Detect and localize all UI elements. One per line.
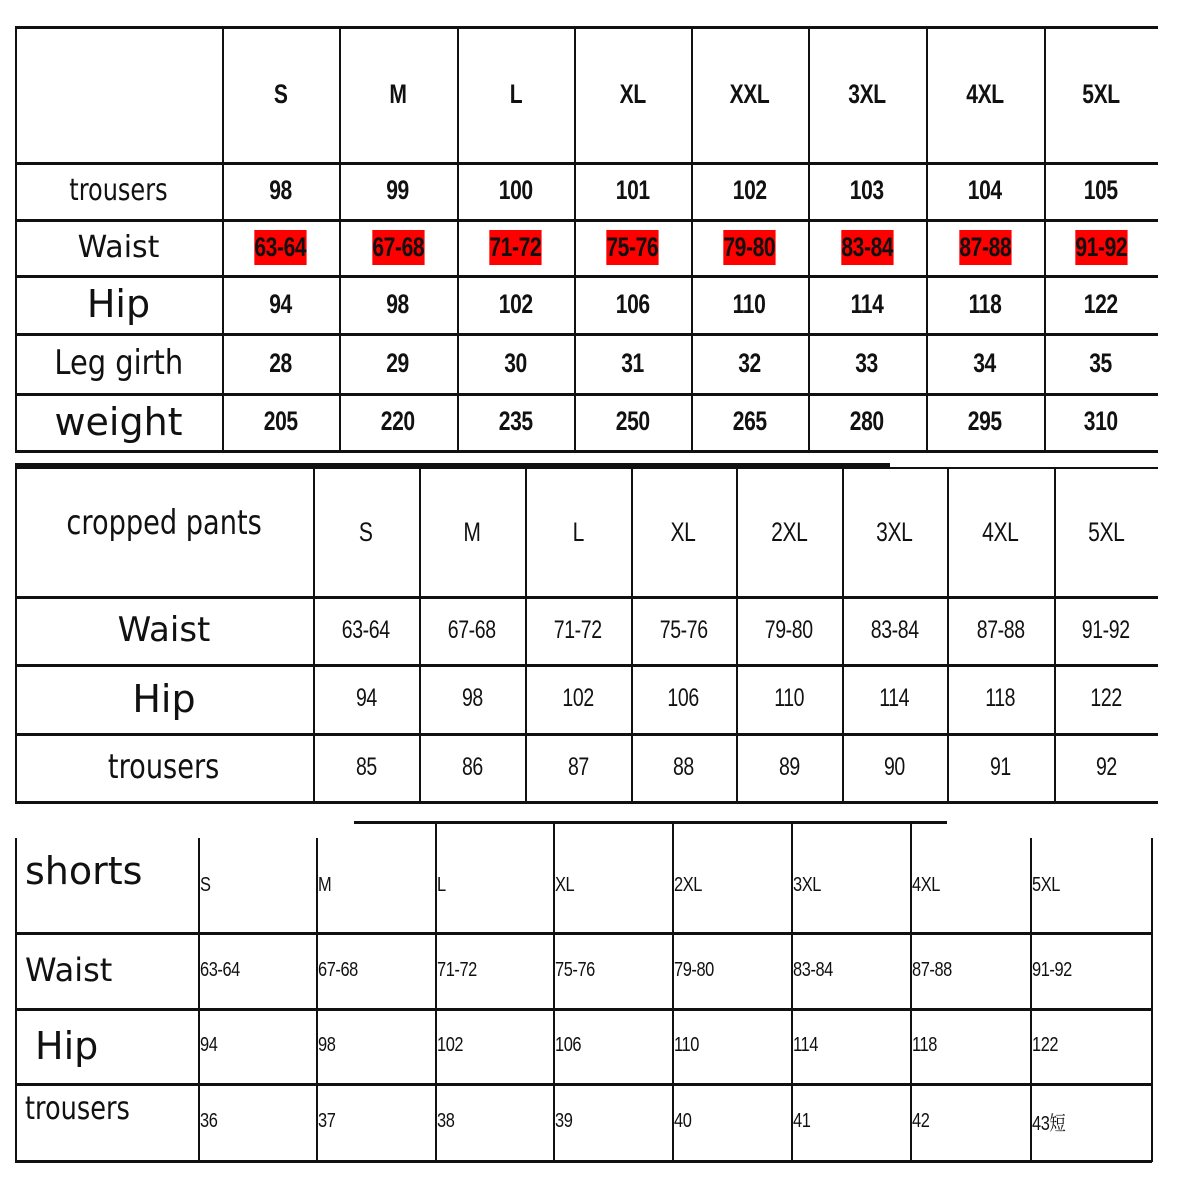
value-cell xyxy=(419,596,525,664)
row-label-cell xyxy=(15,219,222,275)
value-cell xyxy=(674,1083,791,1160)
table3-col-line xyxy=(791,822,793,1162)
highlighted-value: 79-80 xyxy=(724,230,776,265)
value-cell xyxy=(222,393,339,450)
value: 75-76 xyxy=(555,958,595,981)
table2-row-line xyxy=(15,733,1158,736)
value-cell xyxy=(1032,1008,1151,1083)
section-divider xyxy=(354,821,947,824)
table3-row-line xyxy=(15,1083,1152,1086)
value-cell xyxy=(339,393,457,450)
value-cell xyxy=(947,596,1054,664)
value: 118 xyxy=(968,288,1002,319)
value: 63-64 xyxy=(342,615,390,644)
value-cell xyxy=(457,333,574,393)
size-header xyxy=(947,468,1054,596)
size-header-label: 3XL xyxy=(793,873,821,896)
size-header xyxy=(1054,468,1158,596)
value-cell xyxy=(1054,664,1158,733)
highlighted-value: 67-68 xyxy=(372,230,424,265)
highlighted-value: 91-92 xyxy=(1075,230,1127,265)
value-cell xyxy=(1044,162,1158,219)
row-label-cell xyxy=(25,1083,198,1160)
value: 94 xyxy=(355,684,377,712)
value-cell xyxy=(555,932,672,1008)
size-header xyxy=(1032,838,1151,932)
size-header-label: L xyxy=(572,516,584,547)
row-label-cell xyxy=(15,596,313,664)
value: 71-72 xyxy=(437,958,477,981)
value: 32 xyxy=(738,347,761,378)
row-label-cell xyxy=(15,275,222,333)
value: 39 xyxy=(555,1110,573,1132)
table3-row-line xyxy=(15,1160,1152,1163)
table-title: cropped pants xyxy=(66,503,262,543)
size-header xyxy=(313,468,419,596)
size-header-label: 3XL xyxy=(876,516,913,547)
value: 102 xyxy=(562,684,594,712)
value: 37 xyxy=(318,1110,336,1132)
table1-col-line xyxy=(339,26,341,452)
value-cell xyxy=(339,219,457,275)
size-header xyxy=(842,468,947,596)
value-cell xyxy=(1044,219,1158,275)
row-label-cell xyxy=(25,932,198,1008)
value: 114 xyxy=(879,684,910,712)
value: 98 xyxy=(461,684,483,712)
value: 92 xyxy=(1095,752,1117,781)
value-cell xyxy=(318,1008,435,1083)
size-header xyxy=(318,838,435,932)
highlighted-value: 71-72 xyxy=(490,230,542,265)
size-header xyxy=(912,838,1030,932)
value-cell xyxy=(912,1008,1030,1083)
size-header xyxy=(808,26,926,162)
value: 87 xyxy=(567,752,589,781)
size-header xyxy=(437,838,553,932)
value-cell xyxy=(313,664,419,733)
table2-row-line xyxy=(15,664,1158,667)
table1-row-line xyxy=(15,275,1158,278)
table1-row-line xyxy=(15,393,1158,396)
value-cell xyxy=(926,393,1044,450)
value: 42 xyxy=(912,1110,930,1132)
value-cell xyxy=(691,393,808,450)
value: 91-92 xyxy=(1082,615,1130,644)
table2-row-line xyxy=(15,596,1158,599)
table1-row-line xyxy=(15,219,1158,222)
value-cell xyxy=(691,162,808,219)
row-label: Hip xyxy=(35,1023,99,1068)
size-header-label: XXL xyxy=(729,78,770,109)
size-header-label: 4XL xyxy=(966,78,1004,109)
value-cell xyxy=(808,219,926,275)
value-cell xyxy=(691,219,808,275)
value-cell xyxy=(808,333,926,393)
size-header xyxy=(631,468,736,596)
value-cell xyxy=(842,733,947,801)
size-header-label: M xyxy=(389,78,407,109)
value-cell xyxy=(437,1083,553,1160)
value: 101 xyxy=(615,175,650,205)
value-cell xyxy=(574,333,691,393)
size-header-label: L xyxy=(437,873,446,896)
size-header-label: 4XL xyxy=(982,516,1019,547)
value-cell xyxy=(912,932,1030,1008)
value: 94 xyxy=(200,1034,218,1056)
table1-row-line xyxy=(15,162,1158,165)
value: 98 xyxy=(269,175,292,205)
value: 34 xyxy=(973,347,997,378)
value: 220 xyxy=(381,406,415,436)
size-header xyxy=(674,838,791,932)
value-cell xyxy=(457,275,574,333)
value-cell xyxy=(318,932,435,1008)
table2-col-line xyxy=(525,468,527,803)
highlighted-value: 75-76 xyxy=(607,230,659,265)
size-header xyxy=(691,26,808,162)
value-cell xyxy=(437,932,553,1008)
value-cell xyxy=(313,733,419,801)
highlighted-value: 63-64 xyxy=(255,230,307,265)
table2-col-line xyxy=(419,468,421,803)
value: 91-92 xyxy=(1032,958,1072,981)
size-header-label: S xyxy=(200,873,211,896)
value-cell xyxy=(912,1083,1030,1160)
value-cell xyxy=(1054,733,1158,801)
value-cell xyxy=(1044,333,1158,393)
value: 85 xyxy=(355,752,377,781)
value: 118 xyxy=(912,1034,937,1056)
value-cell xyxy=(1054,596,1158,664)
value: 110 xyxy=(674,1034,699,1056)
value: 102 xyxy=(437,1034,464,1056)
table3-col-line xyxy=(910,822,912,1162)
highlighted-value: 83-84 xyxy=(841,230,893,265)
value: 67-68 xyxy=(318,958,358,981)
row-label-cell xyxy=(15,393,222,450)
value-cell xyxy=(574,275,691,333)
value-cell xyxy=(1044,393,1158,450)
value-cell xyxy=(631,596,736,664)
value: 295 xyxy=(968,406,1002,436)
size-header xyxy=(339,26,457,162)
value: 105 xyxy=(1084,175,1118,205)
table3-col-line xyxy=(15,838,17,1162)
value-cell xyxy=(947,733,1054,801)
size-header xyxy=(457,26,574,162)
value-cell xyxy=(674,1008,791,1083)
table1-col-line xyxy=(457,26,459,452)
value-cell xyxy=(926,219,1044,275)
value: 106 xyxy=(667,684,700,712)
value-cell xyxy=(674,932,791,1008)
row-label: Waist xyxy=(77,229,160,265)
value-cell xyxy=(926,162,1044,219)
value: 100 xyxy=(498,175,533,205)
value-cell xyxy=(631,733,736,801)
value: 90 xyxy=(884,752,905,781)
table3-row-line xyxy=(15,932,1152,935)
table3-col-line xyxy=(553,822,555,1162)
row-label-cell xyxy=(15,162,222,219)
size-header-label: 2XL xyxy=(770,516,808,547)
value: 106 xyxy=(555,1034,582,1056)
table2-col-line xyxy=(15,468,17,803)
row-label: trousers xyxy=(69,173,168,208)
size-header xyxy=(222,26,339,162)
value: 75-76 xyxy=(659,615,708,644)
value-cell xyxy=(1032,932,1151,1008)
table2-col-line xyxy=(736,468,738,803)
value-cell xyxy=(200,932,316,1008)
row-label: trousers xyxy=(108,747,220,787)
table2-col-line xyxy=(842,468,844,803)
value: 235 xyxy=(498,406,533,436)
value-cell xyxy=(574,393,691,450)
value-cell xyxy=(457,219,574,275)
row-label: Hip xyxy=(132,676,196,721)
size-header-label: M xyxy=(318,873,332,896)
table3-col-line xyxy=(435,822,437,1162)
table3-row-line xyxy=(15,1008,1152,1011)
value-cell xyxy=(525,733,631,801)
value: 35 xyxy=(1089,347,1113,378)
value: 83-84 xyxy=(793,958,833,981)
table1-col-line xyxy=(926,26,928,452)
value: 114 xyxy=(793,1034,818,1056)
size-header-label: L xyxy=(509,78,522,109)
size-header-label: 5XL xyxy=(1087,516,1125,547)
value-cell xyxy=(222,219,339,275)
size-header-label: S xyxy=(359,516,373,547)
value-cell xyxy=(574,162,691,219)
table1-col-line xyxy=(15,26,17,452)
size-header xyxy=(574,26,691,162)
value: 110 xyxy=(774,684,804,712)
highlighted-value: 87-88 xyxy=(959,230,1011,265)
value-cell xyxy=(793,1083,910,1160)
value: 98 xyxy=(386,288,410,319)
value: 30 xyxy=(504,347,527,378)
table1-col-line xyxy=(808,26,810,452)
size-header xyxy=(1044,26,1158,162)
value-cell xyxy=(1032,1083,1151,1160)
value-cell xyxy=(793,932,910,1008)
value-cell xyxy=(525,664,631,733)
value: 103 xyxy=(850,175,884,205)
size-header-label: XL xyxy=(555,873,575,896)
row-label: Hip xyxy=(86,282,151,326)
size-header-label: 5XL xyxy=(1082,78,1120,109)
value-cell xyxy=(736,596,842,664)
table2-col-line xyxy=(947,468,949,803)
value-cell xyxy=(318,1083,435,1160)
row-label-cell xyxy=(15,333,222,393)
value: 36 xyxy=(200,1110,218,1132)
value: 43短 xyxy=(1032,1113,1066,1135)
value-cell xyxy=(631,664,736,733)
value-cell xyxy=(200,1008,316,1083)
value-cell xyxy=(736,733,842,801)
size-header-label: XL xyxy=(619,78,646,109)
value-cell xyxy=(339,162,457,219)
value-cell xyxy=(691,275,808,333)
size-header-label: M xyxy=(463,516,481,547)
size-header-label: S xyxy=(273,78,288,109)
value: 118 xyxy=(985,684,1016,712)
table3-col-line xyxy=(198,838,200,1162)
value: 94 xyxy=(269,288,292,319)
value-cell xyxy=(736,664,842,733)
value: 29 xyxy=(386,347,410,378)
value: 67-68 xyxy=(448,615,496,644)
value: 71-72 xyxy=(554,615,602,644)
value-cell xyxy=(926,333,1044,393)
value-cell xyxy=(691,333,808,393)
table3-col-line xyxy=(1030,838,1032,1162)
table1-col-line xyxy=(1044,26,1046,452)
value: 87-88 xyxy=(976,615,1025,644)
value: 110 xyxy=(733,288,766,319)
value: 122 xyxy=(1032,1034,1059,1056)
value: 83-84 xyxy=(870,615,919,644)
value-cell xyxy=(842,596,947,664)
table3-col-line xyxy=(672,822,674,1162)
value: 205 xyxy=(263,406,298,436)
value-cell xyxy=(842,664,947,733)
table-title: shorts xyxy=(25,849,143,893)
table1-row-line xyxy=(15,333,1158,336)
table2-row-line xyxy=(15,801,1158,804)
value: 280 xyxy=(850,406,884,436)
row-label: Waist xyxy=(117,610,211,650)
value-cell xyxy=(222,333,339,393)
value-cell xyxy=(457,162,574,219)
table1-row-line xyxy=(15,26,1158,29)
value: 33 xyxy=(855,347,879,378)
value: 63-64 xyxy=(200,958,240,981)
value: 40 xyxy=(674,1110,692,1132)
value-cell xyxy=(555,1083,672,1160)
value: 122 xyxy=(1084,288,1118,319)
value: 41 xyxy=(793,1110,811,1132)
value: 122 xyxy=(1090,684,1122,712)
row-label: trousers xyxy=(25,1089,130,1127)
size-header-label: 2XL xyxy=(674,873,702,896)
value: 104 xyxy=(968,175,1002,205)
table2-col-line xyxy=(1054,468,1056,803)
value: 250 xyxy=(615,406,650,436)
value: 99 xyxy=(386,175,410,205)
table-title-cell xyxy=(15,468,313,578)
value: 79-80 xyxy=(765,615,813,644)
value: 31 xyxy=(621,347,644,378)
value: 88 xyxy=(673,752,694,781)
value: 265 xyxy=(732,406,767,436)
table1-col-line xyxy=(574,26,576,452)
value-cell xyxy=(525,596,631,664)
size-header xyxy=(736,468,842,596)
table3-col-line xyxy=(316,838,318,1162)
table2-col-line xyxy=(631,468,633,803)
size-header xyxy=(525,468,631,596)
row-label: Leg girth xyxy=(54,343,183,383)
value: 98 xyxy=(318,1034,336,1056)
value-cell xyxy=(947,664,1054,733)
value-cell xyxy=(437,1008,553,1083)
value: 86 xyxy=(461,752,483,781)
size-header-label: 3XL xyxy=(848,78,886,109)
size-header xyxy=(419,468,525,596)
value: 102 xyxy=(732,175,767,205)
value-cell xyxy=(1044,275,1158,333)
value-cell xyxy=(339,275,457,333)
value: 106 xyxy=(615,288,650,319)
table1-col-line xyxy=(691,26,693,452)
table3-col-line xyxy=(1151,838,1153,1162)
value-cell xyxy=(222,275,339,333)
row-label-cell xyxy=(15,733,313,801)
value: 87-88 xyxy=(912,958,952,981)
table1-col-line xyxy=(222,26,224,452)
value: 91 xyxy=(990,752,1011,781)
size-header-label: 4XL xyxy=(912,873,940,896)
value-cell xyxy=(419,733,525,801)
value-cell xyxy=(222,162,339,219)
value-cell xyxy=(808,275,926,333)
value-cell xyxy=(793,1008,910,1083)
value-cell xyxy=(808,393,926,450)
row-label-cell xyxy=(15,664,313,733)
value-cell xyxy=(419,664,525,733)
value: 310 xyxy=(1084,406,1118,436)
value: 102 xyxy=(498,288,533,319)
table1-row-line xyxy=(15,450,1158,453)
value-cell xyxy=(574,219,691,275)
value-cell xyxy=(808,162,926,219)
value: 28 xyxy=(269,347,292,378)
size-header xyxy=(926,26,1044,162)
table-title-cell xyxy=(25,838,198,904)
size-header-label: 5XL xyxy=(1032,873,1060,896)
size-header xyxy=(793,838,910,932)
value: 114 xyxy=(850,288,884,319)
row-label-cell xyxy=(35,1008,198,1083)
value-cell xyxy=(313,596,419,664)
value-cell xyxy=(339,333,457,393)
row-label: weight xyxy=(54,399,183,444)
value-cell xyxy=(555,1008,672,1083)
value: 79-80 xyxy=(674,958,714,981)
size-header-label: XL xyxy=(671,516,696,547)
table2-col-line xyxy=(313,468,315,803)
value: 89 xyxy=(778,752,800,781)
value-cell xyxy=(926,275,1044,333)
size-header xyxy=(555,838,672,932)
value: 38 xyxy=(437,1110,455,1132)
value-cell xyxy=(200,1083,316,1160)
size-header xyxy=(200,838,316,932)
value-cell xyxy=(457,393,574,450)
row-label: Waist xyxy=(25,951,113,989)
